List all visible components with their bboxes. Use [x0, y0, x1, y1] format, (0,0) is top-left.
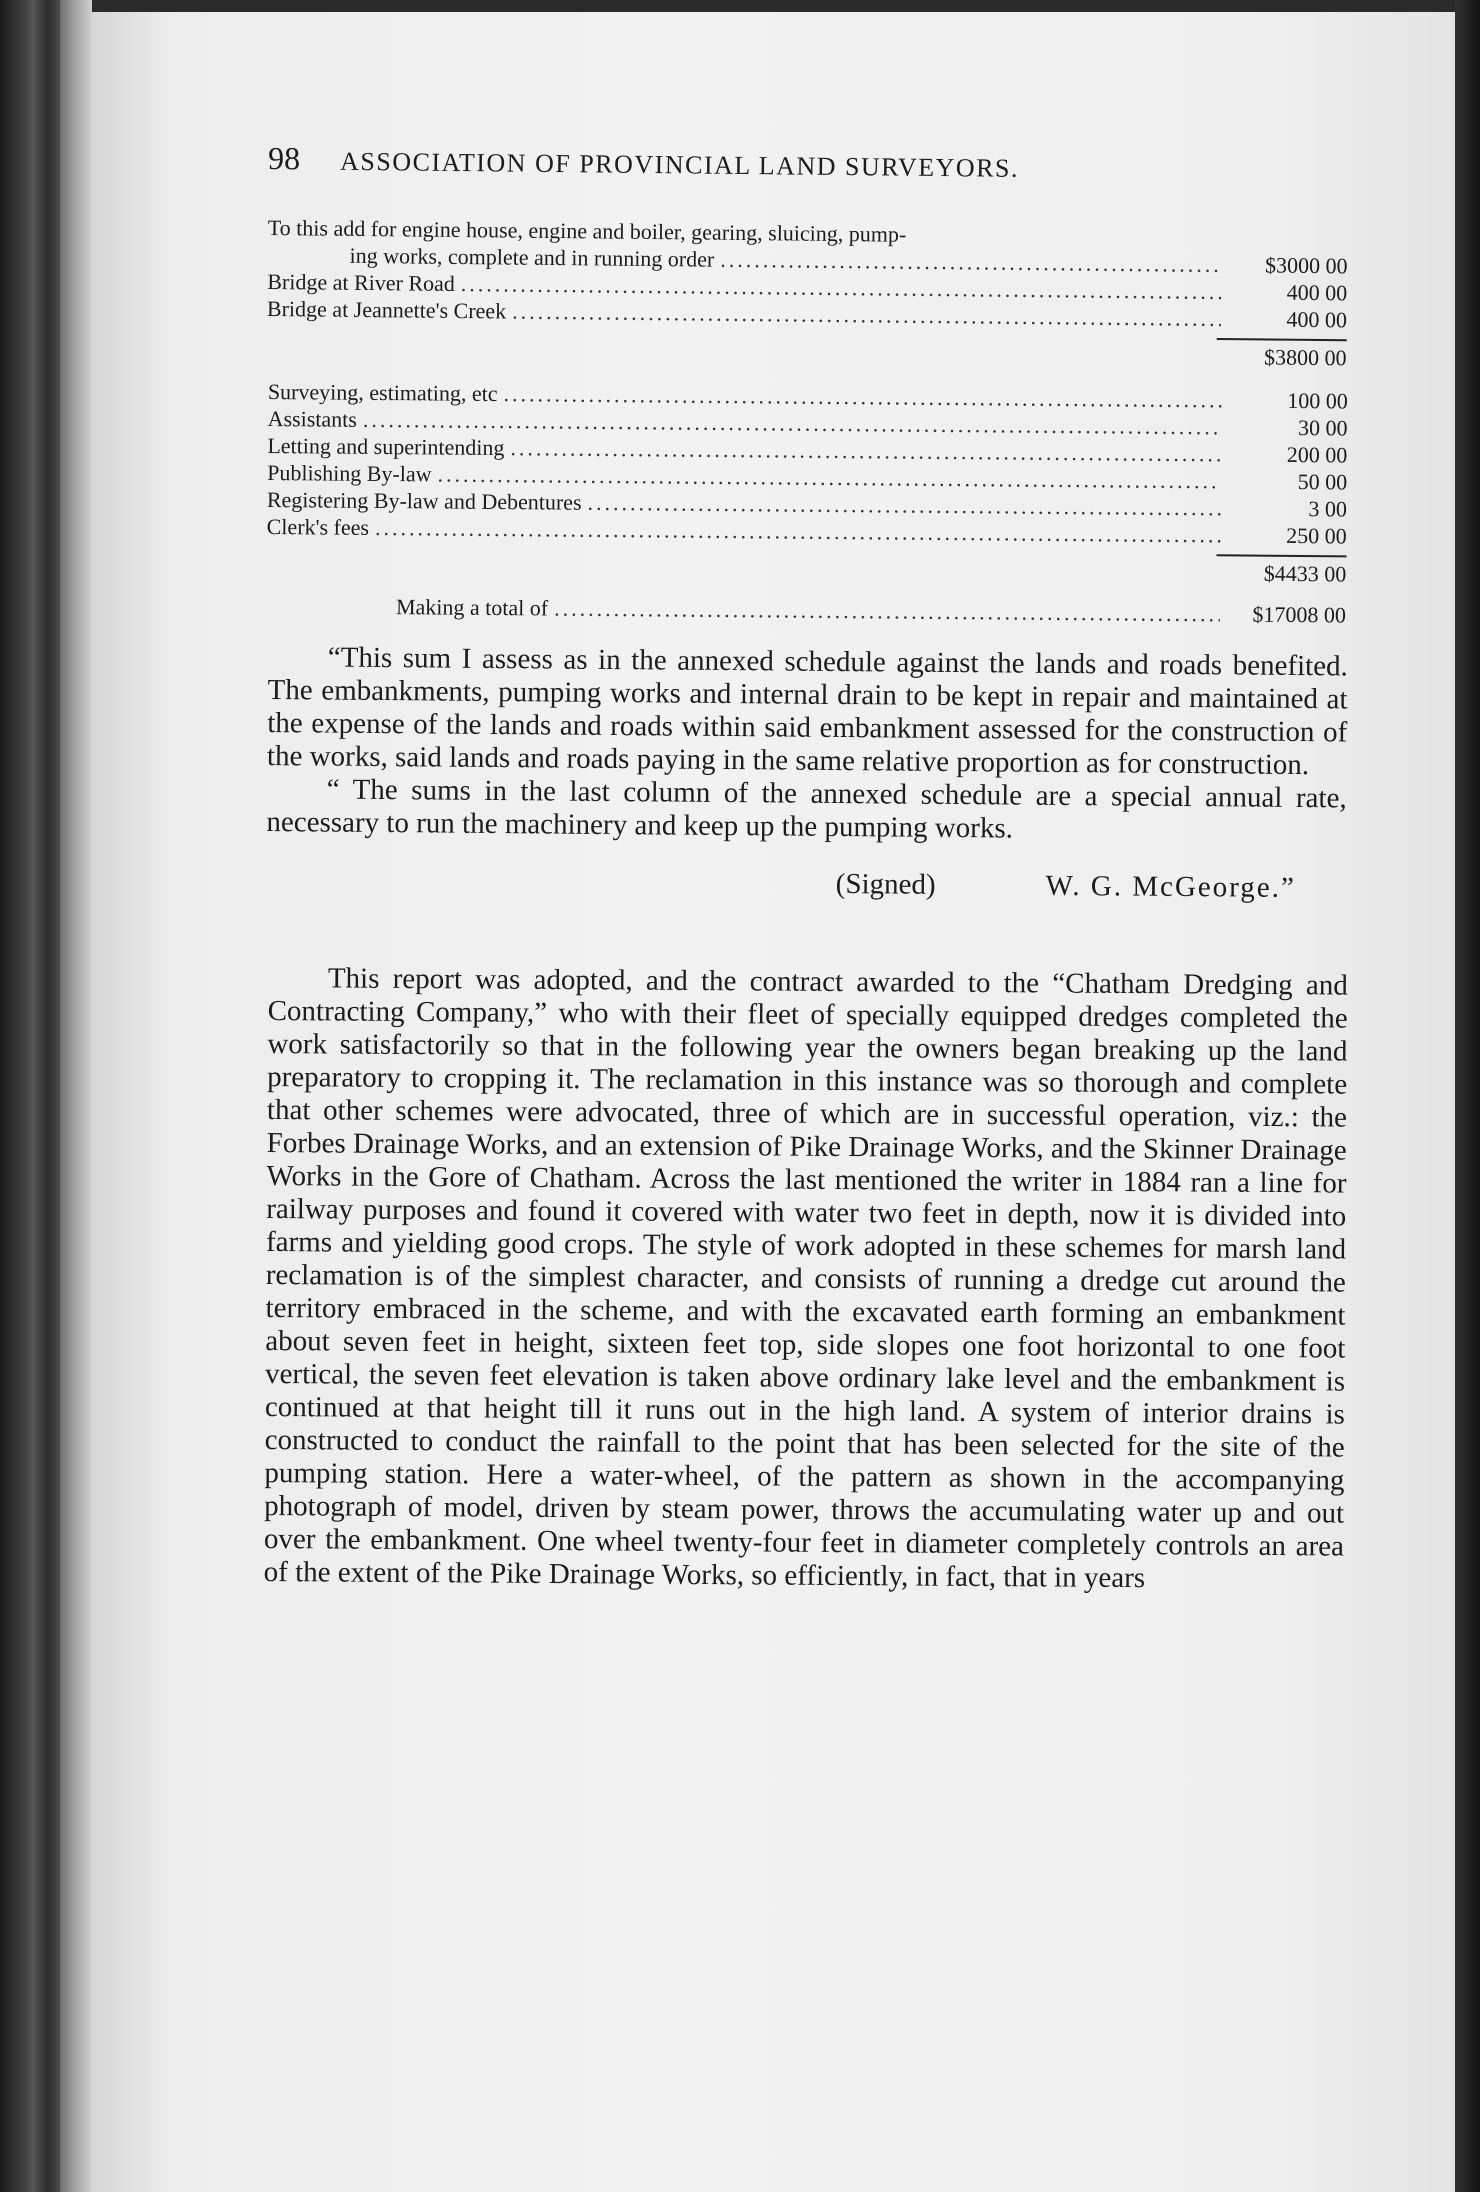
grand-total-amount: $17008 00: [1252, 601, 1347, 628]
estimate-line-amount: 400 00: [1286, 306, 1348, 333]
grand-total-line: [266, 592, 1346, 628]
quote-paragraph-1: “This sum I assess as in the annexed schedule against the lands and roads benefited. The embankments, pumping works and internal drain to be kept in repair and maintained at the expense of the lands and roads within said embankment assessed for the construction of the works, said lands and roads paying in the same relative proportion as for construction.: [266, 641, 1348, 782]
scan-border: [1455, 0, 1480, 2192]
estimate-intro-label: To this add for engine house, engine and boiler, gearing, sluicing, pump-: [267, 214, 907, 247]
subtotal-1: $3800 00: [1263, 344, 1347, 371]
estimate-line-label: Assistants: [267, 405, 358, 432]
quote-paragraph-2: “ The sums in the last column of the annexed schedule are a special annual rate, necessary to run the machinery and keep up the pumping works.: [266, 773, 1347, 845]
estimate-line-label: Surveying, estimating, etc: [267, 378, 498, 407]
leader-dots: [554, 595, 1220, 628]
page-gutter: [60, 0, 92, 2192]
quoted-assessment: [266, 641, 1348, 905]
book-spine: [0, 0, 60, 2192]
page-content: [263, 140, 1348, 1595]
estimate-line-label: Clerk's fees: [266, 513, 370, 540]
estimate-line-amount: 250 00: [1286, 522, 1347, 549]
estimate-line-amount: 100 00: [1287, 387, 1348, 414]
page-header: [268, 140, 1349, 211]
estimate-group-1: [266, 214, 1348, 375]
estimate-line-amount: 3 00: [1308, 496, 1348, 522]
estimate-line-label: Publishing By-law: [267, 459, 432, 487]
estimate-line-amount: 200 00: [1286, 441, 1348, 468]
estimate-line-label: Bridge at Jeannette's Creek: [266, 295, 507, 324]
subtotal-2: $4433 00: [1263, 560, 1347, 587]
estimate-line-label: Bridge at River Road: [267, 268, 455, 296]
grand-total-label: Making a total of: [395, 594, 549, 621]
signed-label: (Signed): [835, 867, 936, 901]
page-number: 98: [267, 140, 301, 177]
estimate-line-amount: $3000 00: [1264, 252, 1348, 279]
estimate-line-label: Letting and superintending: [267, 432, 505, 461]
signer-name: W. G. McGeorge.”: [1045, 869, 1297, 904]
estimate-line-label: ing works, complete and in running order: [349, 242, 715, 272]
estimate-line-label: Registering By-law and Debentures: [266, 486, 582, 515]
report-paragraph: This report was adopted, and the contract awarded to the “Chatham Dredging and Contracting Company,” who with their fleet of specially equipped dredges completed the work satisfactorily so that in the following year the owners began breaking up the land preparatory to cropping it. The reclamation in this instance was so thorough and complete that other schemes were advocated, three of which are in successful operation, viz.: the Forbes Drainage Works, and an extension of Pike Drainage Works, and the Skinner Drainage Works in the Gore of Chatham. Across the last mentioned the writer in 1884 ran a line for railway purposes and found it covered with water two feet in depth, now it is divided into farms and yielding good crops. The style of work adopted in these schemes for marsh land reclamation is of the simplest character, and consists of running a dredge cut around the territory embraced in the scheme, and with the excavated earth forming an embankment about seven feet in height, sixteen feet top, side slopes one foot horizontal to one foot vertical, the seven feet elevation is taken above ordinary lake level and the embankment is continued at that height till it runs out in the high land. A system of interior drains is constructed to conduct the rainfall to the point that has been selected for the site of the pumping station. Here a water-wheel, of the pattern as shown in the accompanying photograph of model, driven by steam power, throws the accumulating water up and out over the embankment. One wheel twenty-four feet in diameter completely controls an area of the extent of the Pike Drainage Works, so efficiently, in fact, that in years: [263, 962, 1348, 1595]
running-head: ASSOCIATION OF PROVINCIAL LAND SURVEYORS.: [339, 146, 1020, 183]
report-section: [264, 962, 1348, 1597]
estimate-line-amount: 30 00: [1297, 414, 1348, 441]
signature-line: [266, 863, 1296, 905]
estimate-group-2: [266, 378, 1348, 628]
estimate-line-amount: 50 00: [1297, 468, 1348, 495]
estimate-line-amount: 400 00: [1286, 279, 1348, 306]
